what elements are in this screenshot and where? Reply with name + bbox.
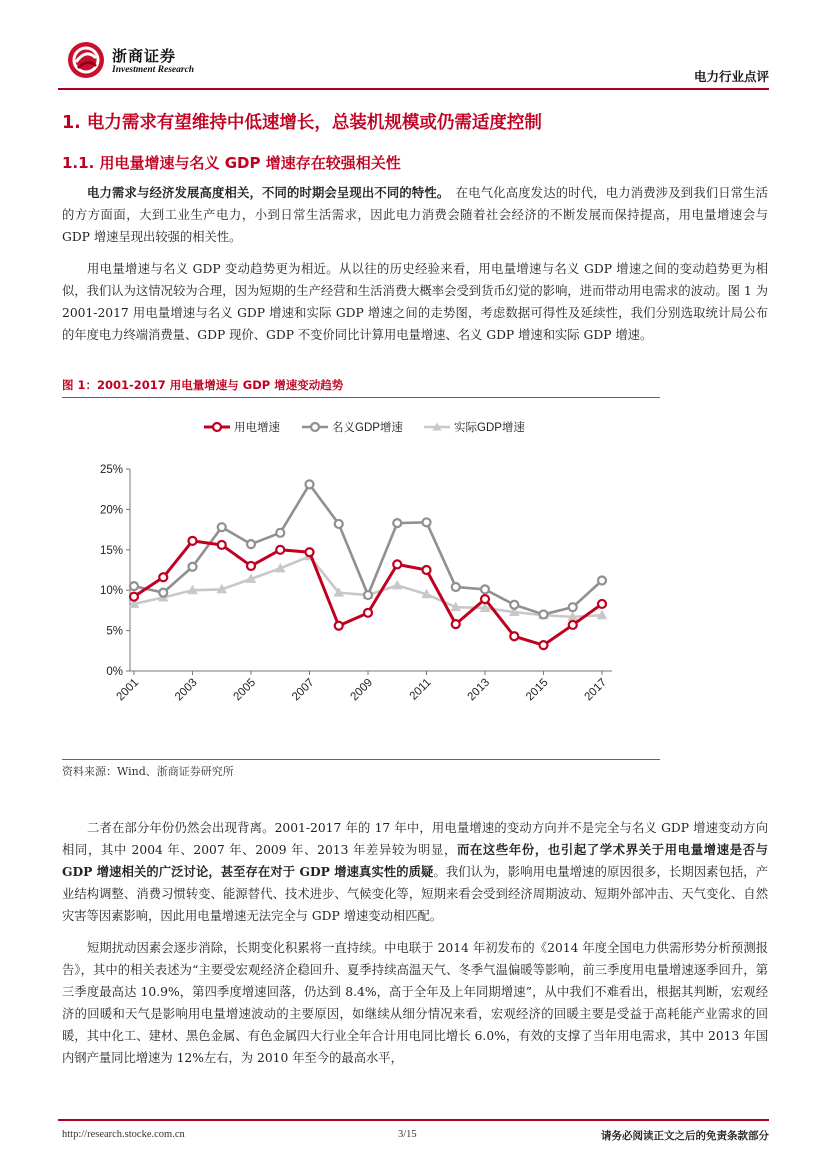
data-point	[335, 622, 343, 630]
data-point	[481, 595, 489, 603]
legend-label: 实际GDP增速	[454, 422, 525, 434]
y-tick-label: 5%	[106, 625, 123, 638]
data-point	[452, 620, 460, 628]
data-point	[218, 523, 226, 531]
x-tick-label: 2003	[173, 676, 200, 704]
data-point	[364, 609, 372, 617]
company-logo-icon	[66, 40, 106, 80]
data-point	[569, 621, 577, 629]
data-point	[159, 589, 167, 597]
data-point	[393, 560, 401, 568]
section-heading: 1. 电力需求有望维持中低速增长，总装机规模或仍需适度控制	[62, 113, 542, 133]
data-point	[598, 577, 606, 585]
figure-source: 资料来源：Wind、浙商证券研究所	[62, 765, 234, 778]
legend-label: 用电增速	[234, 422, 280, 434]
report-type: 电力行业点评	[693, 69, 769, 84]
paragraph-4: 短期扰动因素会逐步消除，长期变化积累将一直持续。中电联于 2014 年初发布的《2014 年度全国电力供需形势分析预测报告》，其中的相关表述为“主要受宏观经济企稳回升、夏季持续高温天气、冬季气温偏暖等影响，前三季度用电量增速逐季回升，第三季度最高达 10.9%，第四季度增速回落，仍达到 8.4%，高于全年及上年同期增速”，从中我们不难看出，根据其判断，宏观经济的回暖和天气是影响用电量增速波动的主要原因，如继续从细分情况来看，宏观经济的回暖主要是受益于高耗能产业需求的回暖，其中化工、建材、黑色金属、有色金属四大行业全年合计用电同比增长 6.0%，有效的支撑了当年用电需求，其中 2013 年国内钢产量同比增速为 12%左右，为 2010 年至今的最高水平，	[62, 941, 768, 1065]
paragraph-1-body: 在电气化高度发达的时代，电力消费涉及到我们日常生活的方方面面，大到工业生产电力，小到日常生活需求，因此电力消费会随着社会经济的不断发展而保持提高，用电量增速会与 GDP 增速呈现出较强的相关性。	[62, 186, 768, 244]
data-point	[130, 593, 138, 601]
y-tick-label: 15%	[99, 544, 123, 557]
x-tick-label: 2007	[290, 676, 317, 704]
data-point	[130, 582, 138, 590]
data-point	[598, 600, 606, 608]
data-point	[569, 603, 577, 611]
footer-url[interactable]: http://research.stocke.com.cn	[62, 1129, 185, 1140]
figure-title: 图 1：2001-2017 用电量增速与 GDP 增速变动趋势	[62, 378, 344, 392]
data-point	[306, 548, 314, 556]
x-tick-label: 2011	[407, 676, 434, 703]
chart-legend	[204, 420, 525, 434]
legend-marker	[213, 423, 221, 431]
legend-marker	[311, 423, 319, 431]
data-point	[510, 601, 518, 609]
data-point	[189, 537, 197, 545]
x-tick-label: 2005	[231, 676, 259, 704]
chart-series	[130, 480, 607, 649]
legend-label: 名义GDP增速	[332, 422, 403, 434]
data-point	[189, 563, 197, 571]
y-tick-label: 10%	[99, 585, 123, 598]
page-number: 3/15	[398, 1129, 417, 1140]
data-point	[540, 641, 548, 649]
data-point	[276, 529, 284, 537]
paragraph-3	[62, 817, 768, 927]
company-name: 浙商证券	[112, 47, 177, 65]
paragraph-3-body-b: 。我们认为，影响用电量增速的原因很多，长期因素包括，产业结构调整、消费习惯转变、能源替代、技术进步、气候变化等，短期来看会受到经济周期波动、短期外部冲击、天气变化、自然灾害等因素影响，因此用电量增速无法完全与 GDP 增速变动相匹配。	[62, 865, 768, 923]
page-header	[0, 0, 827, 90]
x-tick-label: 2009	[348, 676, 376, 704]
data-point	[276, 546, 284, 554]
data-point	[218, 541, 226, 549]
data-point	[423, 566, 431, 574]
subsection-heading: 1.1. 用电量增速与名义 GDP 增速存在较强相关性	[62, 154, 401, 172]
paragraph-3-emphasis: 而在这些年份，也引起了学术界关于用电量增速是否与 GDP 增速相关的广泛讨论，甚至存在对于 GDP 增速真实性的质疑	[62, 842, 768, 879]
growth-trend-chart	[62, 400, 660, 757]
paragraph-1-lead: 电力需求与经济发展高度相关，不同的时期会呈现出不同的特性。	[87, 185, 444, 200]
chart-axes	[100, 464, 612, 703]
data-point	[393, 581, 402, 589]
header-divider	[58, 88, 769, 90]
data-point	[247, 562, 255, 570]
data-point	[247, 540, 255, 548]
y-tick-label: 20%	[99, 504, 123, 517]
data-point	[159, 573, 167, 581]
data-point	[306, 480, 314, 488]
paragraph-2: 用电量增速与名义 GDP 变动趋势更为相近。从以往的历史经验来看，用电量增速与名义 GDP 增速之间的变动趋势更为相似，我们认为这情况较为合理，因为短期的生产经营和生活消费大概率会受到货币幻觉的影响，进而带动用电需求的波动。图 1 为 2001-2017 用电量增速与名义 GDP 增速和实际 GDP 增速之间的走势图，考虑数据可得性及延续性，我们分别选取统计局公布的年度电力终端消费量、GDP 现价、GDP 不变价同比计算用电量增速、名义 GDP 增速和实际 GDP 增速。	[62, 262, 768, 342]
x-tick-label: 2017	[582, 676, 610, 704]
paragraph-3-body-a: 二者在部分年份仍然会出现背离。2001-2017 年的 17 年中，用电量增速的变动方向并不是完全与名义 GDP 增速变动方向相同，其中 2004 年、2007 年、2009 年、2013 年差异较为明显，	[62, 821, 768, 857]
figure-top-rule	[62, 397, 660, 398]
footer-divider	[58, 1119, 769, 1121]
paragraph-1	[62, 182, 768, 248]
data-point	[423, 518, 431, 526]
x-tick-label: 2015	[524, 676, 551, 704]
y-tick-label: 25%	[99, 464, 123, 476]
data-point	[335, 520, 343, 528]
data-point	[364, 591, 372, 599]
footer-disclaimer: 请务必阅读正文之后的免责条款部分	[601, 1130, 769, 1142]
figure-bottom-rule	[62, 759, 660, 760]
x-tick-label: 2001	[114, 676, 142, 704]
x-tick-label: 2013	[465, 676, 493, 704]
data-point	[540, 610, 548, 618]
data-point	[393, 519, 401, 527]
data-point	[510, 632, 518, 640]
data-point	[481, 585, 489, 593]
data-point	[452, 583, 460, 591]
y-tick-label: 0%	[106, 666, 123, 678]
company-subtitle: Investment Research	[112, 65, 195, 75]
